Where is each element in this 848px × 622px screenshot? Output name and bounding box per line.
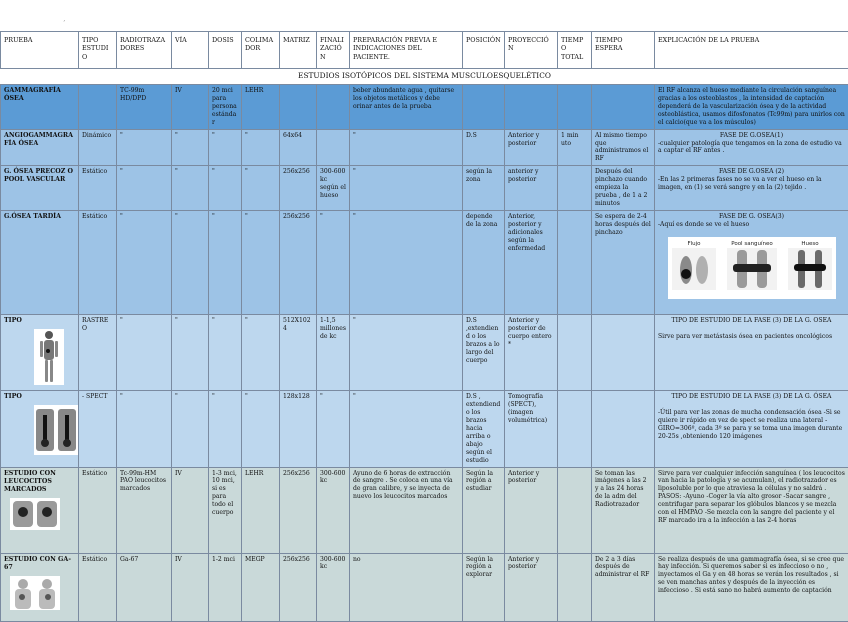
- figure-hueso: [788, 241, 832, 293]
- cell-radiotrazador: ": [117, 129, 172, 166]
- cell-radiotrazador: TC-99m HD/DPD: [117, 85, 172, 130]
- cell-via: IV: [172, 467, 209, 553]
- header-explicacion: EXPLICACIÓN DE LA PRUEBA: [655, 32, 848, 69]
- header-proyeccion: PROYECCIÓN: [505, 32, 558, 69]
- cell-prueba: ANGIOGAMMAGRAFÍA ÓSEA: [1, 129, 79, 166]
- cell-via: ": [172, 129, 209, 166]
- cell-dosis: ": [209, 391, 242, 467]
- explicacion-text: -Útil para ver las zonas de mucha condensación ósea -Si se quiere ir rápido en vez de spect se realiza una lateral -GIRO=306º, cada 3º se para y se toma una imagen durante 20-25s ,obteniendo 120 imágenes: [658, 409, 845, 441]
- cell-prueba: GAMMAGRAFÍA ÓSEA: [1, 85, 79, 130]
- cell-via: ": [172, 314, 209, 390]
- cell-tiempo-total: [558, 314, 592, 390]
- cell-tiempo-espera: Al mismo tiempo que administramos el RF: [592, 129, 655, 166]
- cell-proyeccion: [505, 85, 558, 130]
- cell-tipo: Dinámico: [79, 129, 117, 166]
- cell-radiotrazador: ": [117, 210, 172, 314]
- explicacion-title: FASE DE G.OSEA (2): [658, 168, 845, 176]
- cell-proyeccion: anterior y posterior: [505, 166, 558, 211]
- pool-scan-image: [727, 248, 777, 290]
- cell-dosis: ": [209, 314, 242, 390]
- bone-scan-phases-figure: [668, 237, 836, 299]
- cell-colimador: MEGP: [242, 553, 280, 621]
- cell-tipo: RASTREO: [79, 314, 117, 390]
- prueba-label: TIPO: [4, 393, 75, 401]
- cell-radiotrazador: ": [117, 314, 172, 390]
- cell-finalizacion: [317, 129, 350, 166]
- cell-colimador: LEHR: [242, 85, 280, 130]
- cell-via: ": [172, 166, 209, 211]
- explicacion-title: FASE DE G.OSEA(1): [658, 132, 845, 140]
- cell-matriz: 128x128: [280, 391, 317, 467]
- cell-preparacion: ": [350, 210, 463, 314]
- cell-dosis: ": [209, 129, 242, 166]
- explicacion-title: TIPO DE ESTUDIO DE LA FASE (3) DE LA G. ÓSEA: [658, 393, 845, 401]
- header-tiempo-espera: TIEMPO ESPERA: [592, 32, 655, 69]
- cell-radiotrazador: Tc-99m-HM PAO leucocitos marcados: [117, 467, 172, 553]
- cell-proyeccion: Anterior, posterior y adicionales según la enfermedad: [505, 210, 558, 314]
- cell-explicacion: [655, 166, 848, 211]
- cell-explicacion: Se realiza después de una gammagrafía ósea, si se cree que hay infección. Si queremos saber si es infeccioso o no , inyectamos el Ga y en 48 horas se verán los resultados , si se ven manchas antes y después de la inyección es infeccioso . Si está sano no habrá aumento de captación: [655, 553, 848, 621]
- cell-explicacion: El RF alcanza el hueso mediante la circulación sanguínea gracias a los osteoblastos , la intensidad de captación dependerá de la vascularización ósea y de la actividad osteoblástica, usamos difosfonatos (Tc99m) para unirlos con el calcio(que va a los músculos): [655, 85, 848, 130]
- header-colimador: COLIMA DOR: [242, 32, 280, 69]
- cell-dosis: ": [209, 210, 242, 314]
- cell-posicion: D.S , extendiend o los brazos hacia arriba o abajo según el estudio: [463, 391, 505, 467]
- cell-radiotrazador: Ga-67: [117, 553, 172, 621]
- flow-scan-image: [672, 248, 716, 290]
- cell-matriz: 512X1024: [280, 314, 317, 390]
- explicacion-text: Sirve para ver metástasis ósea en pacientes oncológicos: [658, 333, 845, 341]
- header-row: [1, 32, 848, 69]
- cell-tipo: - SPECT: [79, 391, 117, 467]
- cell-dosis: ": [209, 166, 242, 211]
- explicacion-text: -Aquí es donde se ve el hueso: [658, 221, 845, 229]
- cell-posicion: Según la región a explorar: [463, 553, 505, 621]
- cell-matriz: 256x256: [280, 467, 317, 553]
- stray-mark: ʼ: [63, 20, 65, 27]
- cell-prueba: [1, 467, 79, 553]
- cell-proyeccion: Anterior y posterior: [505, 467, 558, 553]
- table-row: [1, 391, 848, 467]
- cell-tiempo-total: [558, 85, 592, 130]
- cell-explicacion: [655, 210, 848, 314]
- cell-tipo: Estático: [79, 210, 117, 314]
- cell-colimador: ": [242, 166, 280, 211]
- cell-preparacion: ": [350, 314, 463, 390]
- header-tipo-estudio: TIPO ESTUDIO: [79, 32, 117, 69]
- cell-proyeccion: Tomografía (SPECT), (imagen volumétrica): [505, 391, 558, 467]
- header-matriz: MATRIZ: [280, 32, 317, 69]
- cell-tiempo-total: 1 min uto: [558, 129, 592, 166]
- gallium-scan-image: [10, 576, 60, 610]
- cell-via: ": [172, 210, 209, 314]
- table-row: [1, 210, 848, 314]
- cell-matriz: 256x256: [280, 553, 317, 621]
- cell-colimador: ": [242, 129, 280, 166]
- cell-tiempo-espera: De 2 a 3 días después de administrar el RF: [592, 553, 655, 621]
- cell-finalizacion: ": [317, 391, 350, 467]
- cell-proyeccion: Anterior y posterior de cuerpo entero *: [505, 314, 558, 390]
- cell-posicion: [463, 85, 505, 130]
- cell-posicion: según la zona: [463, 166, 505, 211]
- header-finalizacion: FINALI ZACIÓN: [317, 32, 350, 69]
- cell-dosis: 1-2 mci: [209, 553, 242, 621]
- header-radiotrazadores: RADIOTRAZA DORES: [117, 32, 172, 69]
- cell-posicion: Según la región a estudiar: [463, 467, 505, 553]
- prueba-label: ESTUDIO CON GA-67: [4, 556, 75, 572]
- cell-matriz: 64x64: [280, 129, 317, 166]
- cell-prueba: G. ÓSEA PRECOZ O POOL VASCULAR: [1, 166, 79, 211]
- cell-tiempo-espera: [592, 314, 655, 390]
- cell-tiempo-espera: Se toman las imágenes a las 2 y a las 24 horas de la adm del Radiotrazador: [592, 467, 655, 553]
- cell-proyeccion: Anterior y posterior: [505, 129, 558, 166]
- figure-flujo: [672, 241, 716, 293]
- header-dosis: DOSIS: [209, 32, 242, 69]
- header-via: VÍA: [172, 32, 209, 69]
- table-row: [1, 467, 848, 553]
- cell-finalizacion: [317, 85, 350, 130]
- cell-matriz: 256x256: [280, 166, 317, 211]
- section-title-row: [1, 69, 848, 85]
- cell-tiempo-espera: [592, 391, 655, 467]
- cell-dosis: 20 mci para persona estándar: [209, 85, 242, 130]
- explicacion-title: TIPO DE ESTUDIO DE LA FASE (3) DE LA G. OSEA: [658, 317, 845, 325]
- cell-explicacion: [655, 391, 848, 467]
- cell-prueba: [1, 391, 79, 467]
- spect-scan-image: [34, 405, 78, 455]
- cell-tipo: Estático: [79, 166, 117, 211]
- cell-colimador: ": [242, 210, 280, 314]
- explicacion-text: -En las 2 primeras fases no se va a ver el hueso en la imagen, en (1) se verá sangre y en la (2) tejido .: [658, 176, 845, 192]
- cell-finalizacion: 300-600 kc según el hueso: [317, 166, 350, 211]
- cell-finalizacion: 300-600 kc: [317, 467, 350, 553]
- cell-finalizacion: 1-1,5 millones de kc: [317, 314, 350, 390]
- cell-radiotrazador: ": [117, 391, 172, 467]
- musculoskeletal-isotope-table: [0, 31, 848, 622]
- cell-via: ": [172, 391, 209, 467]
- table-row: [1, 85, 848, 130]
- prueba-label: ESTUDIO CON LEUCOCITOS MARCADOS: [4, 470, 75, 495]
- cell-tiempo-espera: [592, 85, 655, 130]
- cell-colimador: ": [242, 391, 280, 467]
- table-row: [1, 129, 848, 166]
- cell-matriz: [280, 85, 317, 130]
- cell-prueba: [1, 553, 79, 621]
- section-title: ESTUDIOS ISOTÓPICOS DEL SISTEMA MUSCULOESQUELÉTICO: [1, 69, 848, 85]
- cell-via: IV: [172, 553, 209, 621]
- table-row: [1, 314, 848, 390]
- table-row: [1, 166, 848, 211]
- cell-preparacion: no: [350, 553, 463, 621]
- cell-tipo: Estático: [79, 467, 117, 553]
- header-prueba: PRUEBA: [1, 32, 79, 69]
- cell-proyeccion: Anterior y posterior: [505, 553, 558, 621]
- figure-label: Pool sanguíneo: [727, 241, 777, 248]
- header-posicion: POSICIÓN: [463, 32, 505, 69]
- header-preparacion: PREPARACIÓN PREVIA E INDICACIONES DEL PACIENTE.: [350, 32, 463, 69]
- explicacion-title: FASE DE G. OSEA(3): [658, 213, 845, 221]
- cell-tiempo-espera: Después del pinchazo cuando empieza la prueba , de 1 a 2 minutos: [592, 166, 655, 211]
- cell-finalizacion: ": [317, 210, 350, 314]
- cell-radiotrazador: ": [117, 166, 172, 211]
- figure-label: Hueso: [788, 241, 832, 248]
- cell-posicion: D.S ,extendiend o los brazos a lo largo del cuerpo: [463, 314, 505, 390]
- explicacion-text: -cualquier patología que tengamos en la zona de estudio va a captar el RF antes .: [658, 140, 845, 156]
- table-row: [1, 553, 848, 621]
- cell-explicacion: [655, 314, 848, 390]
- whole-body-scan-image: [34, 329, 64, 385]
- cell-tiempo-total: [558, 467, 592, 553]
- cell-tipo: [79, 85, 117, 130]
- cell-preparacion: beber abundante agua , quitarse los objetos metálicos y debe orinar antes de la prueba: [350, 85, 463, 130]
- cell-colimador: ": [242, 314, 280, 390]
- figure-label: Flujo: [672, 241, 716, 248]
- cell-explicacion: Sirve para ver cualquier infección sanguínea ( los leucocitos van hacia la patología y se acumulan), el radiotrazador es liposoluble por lo que atraviesa la células y no saldrá . PASOS: -Ayuno -Coger la vía alto grosor -Sacar sangre , centrifugar para separar los glóbulos blancos y se mezcla con el HMPAO -Se mezcla con la sangre del paciente y el RF marcado ira a la infección a las 2-4 horas: [655, 467, 848, 553]
- cell-tiempo-total: [558, 166, 592, 211]
- cell-tiempo-total: [558, 210, 592, 314]
- cell-preparacion: ": [350, 391, 463, 467]
- prueba-label: TIPO: [4, 317, 75, 325]
- cell-finalizacion: 300-600 kc: [317, 553, 350, 621]
- cell-posicion: D.S: [463, 129, 505, 166]
- cell-tiempo-total: [558, 391, 592, 467]
- cell-matriz: 256x256: [280, 210, 317, 314]
- cell-via: IV: [172, 85, 209, 130]
- cell-preparacion: ": [350, 129, 463, 166]
- cell-tiempo-espera: Se espera de 2-4 horas después del pinchazo: [592, 210, 655, 314]
- cell-preparacion: ": [350, 166, 463, 211]
- cell-tipo: Estático: [79, 553, 117, 621]
- cell-posicion: depende de la zona: [463, 210, 505, 314]
- cell-colimador: LEHR: [242, 467, 280, 553]
- cell-dosis: 1-3 mci, 10 mci, si es para todo el cuerpo: [209, 467, 242, 553]
- cell-tiempo-total: [558, 553, 592, 621]
- bone-scan-image: [788, 248, 832, 290]
- leukocyte-scan-image: [10, 498, 60, 530]
- cell-preparacion: Ayuno de 6 horas de extracción de sangre . Se coloca en una vía de gran calibre, y se inyecta de nuevo los leucocitos marcados: [350, 467, 463, 553]
- cell-prueba: [1, 314, 79, 390]
- cell-prueba: G.ÓSEA TARDÍA: [1, 210, 79, 314]
- figure-pool: [727, 241, 777, 293]
- header-tiempo-total: TIEMPO TOTAL: [558, 32, 592, 69]
- cell-explicacion: [655, 129, 848, 166]
